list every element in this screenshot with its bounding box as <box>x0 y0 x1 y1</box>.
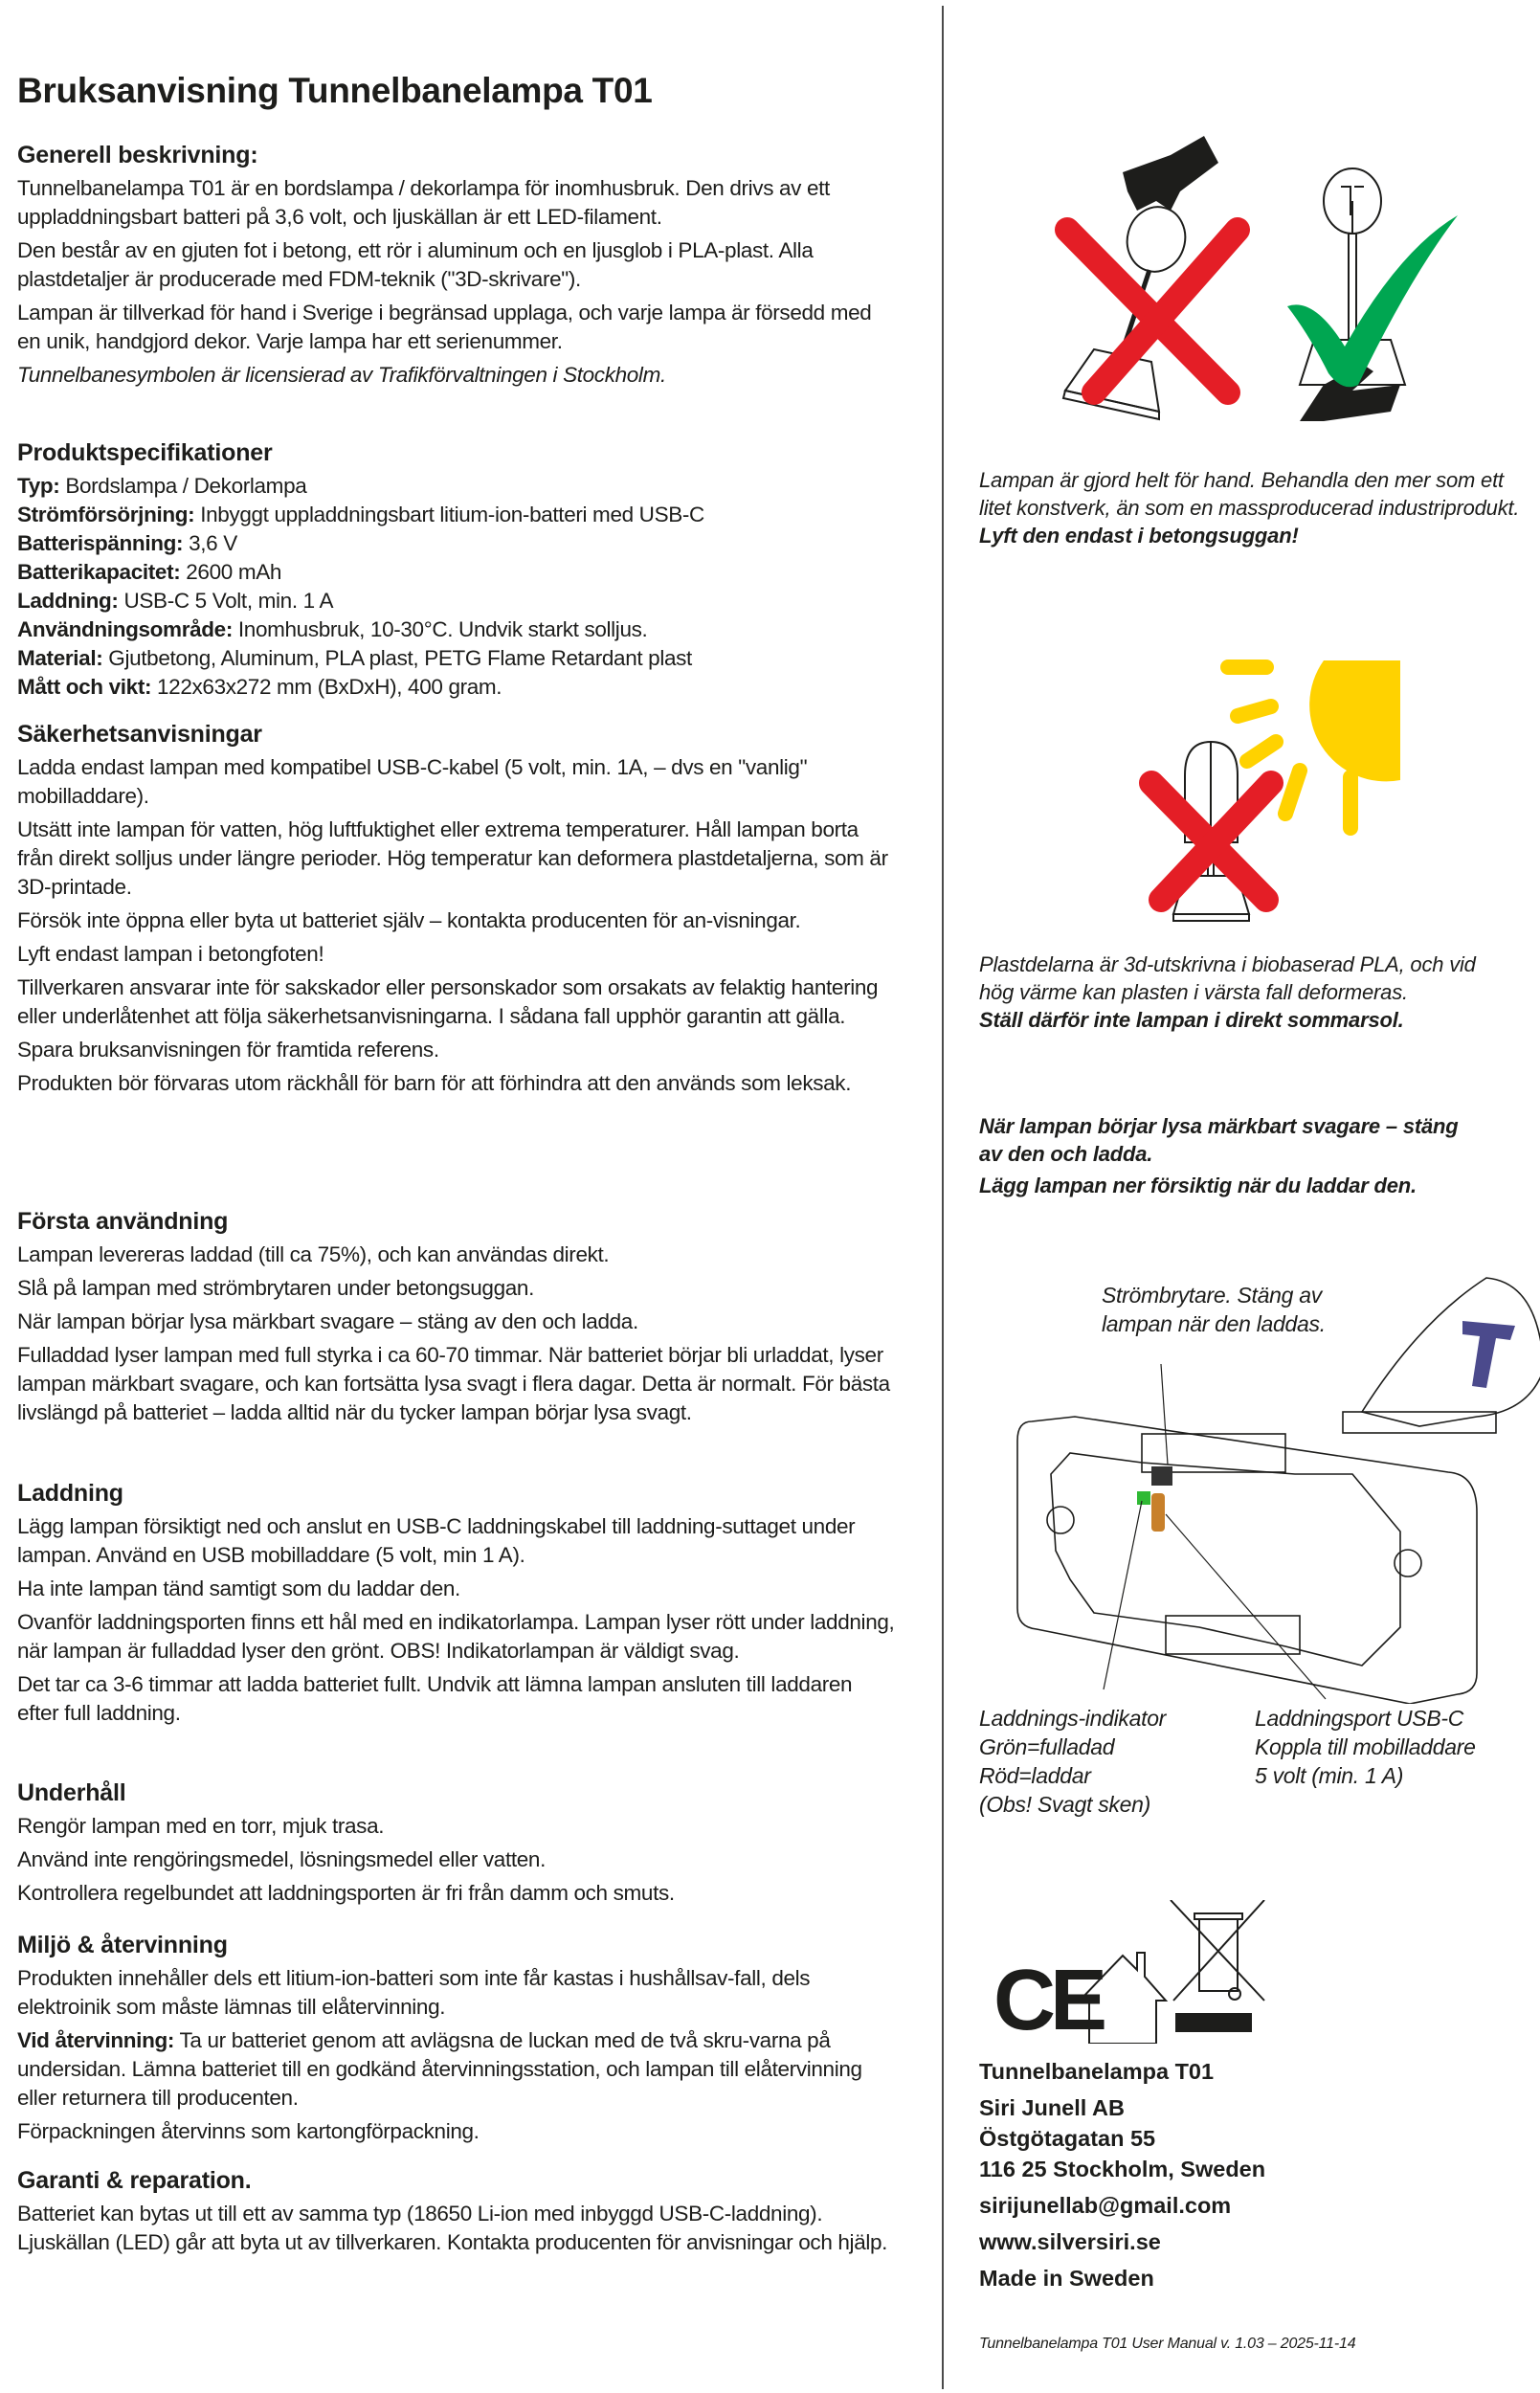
sun-caption-bold: Ställ därför inte lampan i direkt sommarsol. <box>979 1008 1404 1032</box>
recycle-text: Ta ur batteriet genom att avlägsna de luckan med de två skru-varna på undersidan. Lämna batteriet till en godkänd återvinningsstation, och lampan till elåtervinning eller returnera till producenten. <box>17 2028 862 2110</box>
switch-label-line: Strömbrytare. Stäng av <box>1102 1283 1322 1308</box>
address-city: 116 25 Stockholm, Sweden <box>979 2157 1266 2181</box>
port-label-line: 5 volt (min. 1 A) <box>1255 1763 1404 1788</box>
paragraph: Ovanför laddningsporten finns ett hål med en indikatorlampa. Lampan lyser rött under laddning, när lampan är fulladdad lyser den grönt. OBS! Indikatorlampan är väldigt svag. <box>17 1610 895 1663</box>
indicator-label-line: Laddnings-indikator <box>979 1706 1167 1731</box>
paragraph: Produkten bör förvaras utom räckhåll för barn för att förhindra att den används som leksak. <box>17 1071 852 1095</box>
section-heading: Underhåll <box>17 1779 126 1806</box>
spec-row <box>17 558 898 587</box>
spec-value: Bordslampa / Dekorlampa <box>65 474 307 498</box>
charge-warning <box>979 1112 1515 1199</box>
charge-warning-1: När lampan börjar lysa märkbart svagare – stäng av den och ladda. <box>979 1114 1459 1166</box>
sun-caption <box>979 950 1515 1034</box>
compliance-symbols <box>993 1900 1281 2044</box>
leader-line <box>1161 1364 1168 1465</box>
green-check-icon <box>1287 215 1458 387</box>
section-heading: Miljö & återvinning <box>17 1932 228 1958</box>
charge-warning-2: Lägg lampan ner försiktig när du laddar den. <box>979 1174 1417 1197</box>
version-footer: Tunnelbanelampa T01 User Manual v. 1.03 – 2025-11-14 <box>979 2336 1356 2352</box>
power-switch <box>1151 1466 1172 1486</box>
indicator-label-line: (Obs! Svagt sken) <box>979 1792 1150 1817</box>
sun-icon <box>1309 660 1400 781</box>
recycle-label: Vid återvinning: <box>17 2028 175 2052</box>
paragraph: Lägg lampan försiktigt ned och anslut en USB-C laddningskabel till laddning-suttaget under lampan. Använd en USB mobilladdare (5 volt, min 1 A). <box>17 1514 856 1567</box>
section-specs <box>17 437 898 702</box>
base-outline <box>1017 1417 1477 1704</box>
usb-c-port <box>1151 1493 1165 1532</box>
section-heading: Produktspecifikationer <box>17 439 273 466</box>
port-label-line: Laddningsport USB-C <box>1255 1706 1464 1731</box>
paragraph: Ha inte lampan tänd samtigt som du laddar den. <box>17 1577 460 1600</box>
port-label <box>1255 1704 1476 1790</box>
lift-illustration <box>1037 134 1496 421</box>
paragraph: Fulladdad lyser lampan med full styrka i ca 60-70 timmar. När batteriet börjar bli urladdat, lyser lampan märkbart svagare, och kan fortsätta lysa svagt i flera dagar. Detta är normalt. För bästa livslängd på batteriet – ladda alltid när du tycker lampan börjar lysa svagt. <box>17 1343 890 1424</box>
spec-label: Strömförsörjning: <box>17 503 195 526</box>
manufacturer-address <box>979 2056 1265 2293</box>
spec-row <box>17 644 898 673</box>
globe-outline <box>1362 1278 1540 1426</box>
spec-value: Inbyggt uppladdningsbart litium-ion-batteri med USB-C <box>200 503 704 526</box>
paragraph: Tunnelbanelampa T01 är en bordslampa / dekorlampa för inomhusbruk. Den drivs av ett uppladdningsbart batteri på 3,6 volt, och ljuskällan är ett LED-filament. <box>17 176 830 229</box>
section-heading: Garanti & reparation. <box>17 2167 252 2194</box>
column-divider <box>942 6 944 2389</box>
paragraph: Den består av en gjuten fot i betong, ett rör i aluminum och en ljusglob i PLA-plast. Alla plastdetaljer är producerade med FDM-teknik ("3D-skrivare"). <box>17 238 814 291</box>
leader-line <box>1104 1501 1142 1689</box>
section-heading: Laddning <box>17 1480 123 1507</box>
paragraph: Batteriet kan bytas ut till ett av samma typ (18650 Li-ion med inbyggd USB-C-laddning). Ljuskällan (LED) går att byta ut av tillverkaren. Kontakta producenten för anvisningar och hjälp. <box>17 2202 888 2254</box>
spec-row <box>17 615 898 644</box>
paragraph: Produkten innehåller dels ett litium-ion-batteri som inte får kastas i hushållsav-fall, dels elektroinik som måste lämnas till elåtervinning. <box>17 1966 811 2019</box>
license-note: Tunnelbanesymbolen är licensierad av Trafikförvaltningen i Stockholm. <box>17 363 666 387</box>
spec-value: Inomhusbruk, 10-30°C. Undvik starkt solljus. <box>237 617 648 641</box>
handling-caption <box>979 466 1540 549</box>
spec-row <box>17 587 898 615</box>
paragraph: Lyft endast lampan i betongfoten! <box>17 942 324 966</box>
ce-mark-icon: CE <box>993 1953 1103 2044</box>
origin-note: Made in Sweden <box>979 2266 1154 2291</box>
spec-value: USB-C 5 Volt, min. 1 A <box>123 589 334 613</box>
paragraph: Det tar ca 3-6 timmar att ladda batteriet fullt. Undvik att lämna lampan ansluten till laddaren efter full laddning. <box>17 1672 853 1725</box>
spec-label: Laddning: <box>17 589 119 613</box>
section-warranty <box>17 2165 898 2262</box>
spec-value: 122x63x272 mm (BxDxH), 400 gram. <box>157 675 502 699</box>
paragraph: Tillverkaren ansvarar inte för sakskador eller personskador som orsakats av felaktig hantering eller underlåtenhet att följa säkerhetsanvisningarna. I sådana fall upphör garantin att gälla. <box>17 975 879 1028</box>
spec-value: 3,6 V <box>189 531 237 555</box>
section-charging <box>17 1478 898 1733</box>
weee-bar <box>1175 2013 1252 2032</box>
section-safety <box>17 719 898 1103</box>
indicator-label <box>979 1704 1166 1819</box>
spec-label: Mått och vikt: <box>17 675 152 699</box>
spec-row <box>17 472 898 501</box>
metro-logo-icon <box>1462 1321 1515 1388</box>
spec-label: Batterikapacitet: <box>17 560 181 584</box>
spec-label: Typ: <box>17 474 60 498</box>
paragraph: Ladda endast lampan med kompatibel USB-C-kabel (5 volt, min. 1A, – dvs en "vanlig" mobilladdare). <box>17 755 808 808</box>
handling-caption-text: Lampan är gjord helt för hand. Behandla den mer som ett litet konstverk, än som en massproducerad industriprodukt. <box>979 468 1520 520</box>
hand-icon <box>1123 136 1218 211</box>
handling-caption-bold: Lyft den endast i betongsuggan! <box>979 524 1299 548</box>
sun-illustration <box>1132 651 1458 928</box>
indicator-label-line: Röd=laddar <box>979 1763 1091 1788</box>
address-street: Östgötagatan 55 <box>979 2126 1156 2151</box>
paragraph: Använd inte rengöringsmedel, lösningsmedel eller vatten. <box>17 1847 546 1871</box>
spec-value: 2600 mAh <box>186 560 282 584</box>
paragraph: Lampan är tillverkad för hand i Sverige i begränsad upplaga, och varje lampa är försedd med en unik, handgjord dekor. Varje lampa har ett serienummer. <box>17 301 872 353</box>
email-link[interactable]: sirijunellab@gmail.com <box>979 2193 1232 2218</box>
paragraph: Förpackningen återvinns som kartongförpackning. <box>17 2119 480 2143</box>
paragraph: Lampan levereras laddad (till ca 75%), och kan användas direkt. <box>17 1242 610 1266</box>
section-general <box>17 140 898 394</box>
paragraph: Försök inte öppna eller byta ut batteriet själv – kontakta producenten för an-visningar. <box>17 908 801 932</box>
website-link[interactable]: www.silversiri.se <box>979 2229 1161 2254</box>
indicator-label-line: Grön=fulladad <box>979 1734 1115 1759</box>
port-label-line: Koppla till mobilladdare <box>1255 1734 1476 1759</box>
spec-label: Material: <box>17 646 103 670</box>
section-first-use <box>17 1206 898 1432</box>
switch-label-line: lampan när den laddas. <box>1102 1311 1326 1336</box>
section-heading: Generell beskrivning: <box>17 142 258 168</box>
section-heading: Första användning <box>17 1208 229 1235</box>
paragraph: Utsätt inte lampan för vatten, hög luftfuktighet eller extrema temperaturer. Håll lampan borta från direkt solljus under längre perioder. Hög temperatur kan deformera plastdetaljerna, som är 3D-printade. <box>17 817 888 899</box>
page-title: Bruksanvisning Tunnelbanelampa T01 <box>17 71 653 110</box>
charge-indicator-led <box>1137 1491 1150 1505</box>
switch-label <box>1102 1281 1326 1338</box>
battery-cavity <box>1051 1453 1400 1666</box>
paragraph: Slå på lampan med strömbrytaren under betongsuggan. <box>17 1276 534 1300</box>
address-company: Siri Junell AB <box>979 2095 1125 2120</box>
spec-row <box>17 529 898 558</box>
paragraph: Rengör lampan med en torr, mjuk trasa. <box>17 1814 385 1838</box>
address-product: Tunnelbanelampa T01 <box>979 2059 1215 2084</box>
paragraph: När lampan börjar lysa märkbart svagare – stäng av den och ladda. <box>17 1309 638 1333</box>
sun-caption-text: Plastdelarna är 3d-utskrivna i biobaserad PLA, och vid hög värme kan plasten i värsta fall deformeras. <box>979 952 1476 1004</box>
section-heading: Säkerhetsanvisningar <box>17 721 262 748</box>
weee-bin-icon <box>1171 1900 1264 2001</box>
section-environment <box>17 1930 898 2151</box>
paragraph: Spara bruksanvisningen för framtida referens. <box>17 1038 439 1062</box>
spec-label: Batterispänning: <box>17 531 184 555</box>
spec-row <box>17 673 898 702</box>
paragraph <box>17 2026 898 2113</box>
spec-value: Gjutbetong, Aluminum, PLA plast, PETG Flame Retardant plast <box>108 646 692 670</box>
paragraph: Kontrollera regelbundet att laddningsporten är fri från damm och smuts. <box>17 1881 675 1905</box>
spec-label: Användningsområde: <box>17 617 233 641</box>
section-maintenance <box>17 1778 898 1912</box>
spec-row <box>17 501 898 529</box>
